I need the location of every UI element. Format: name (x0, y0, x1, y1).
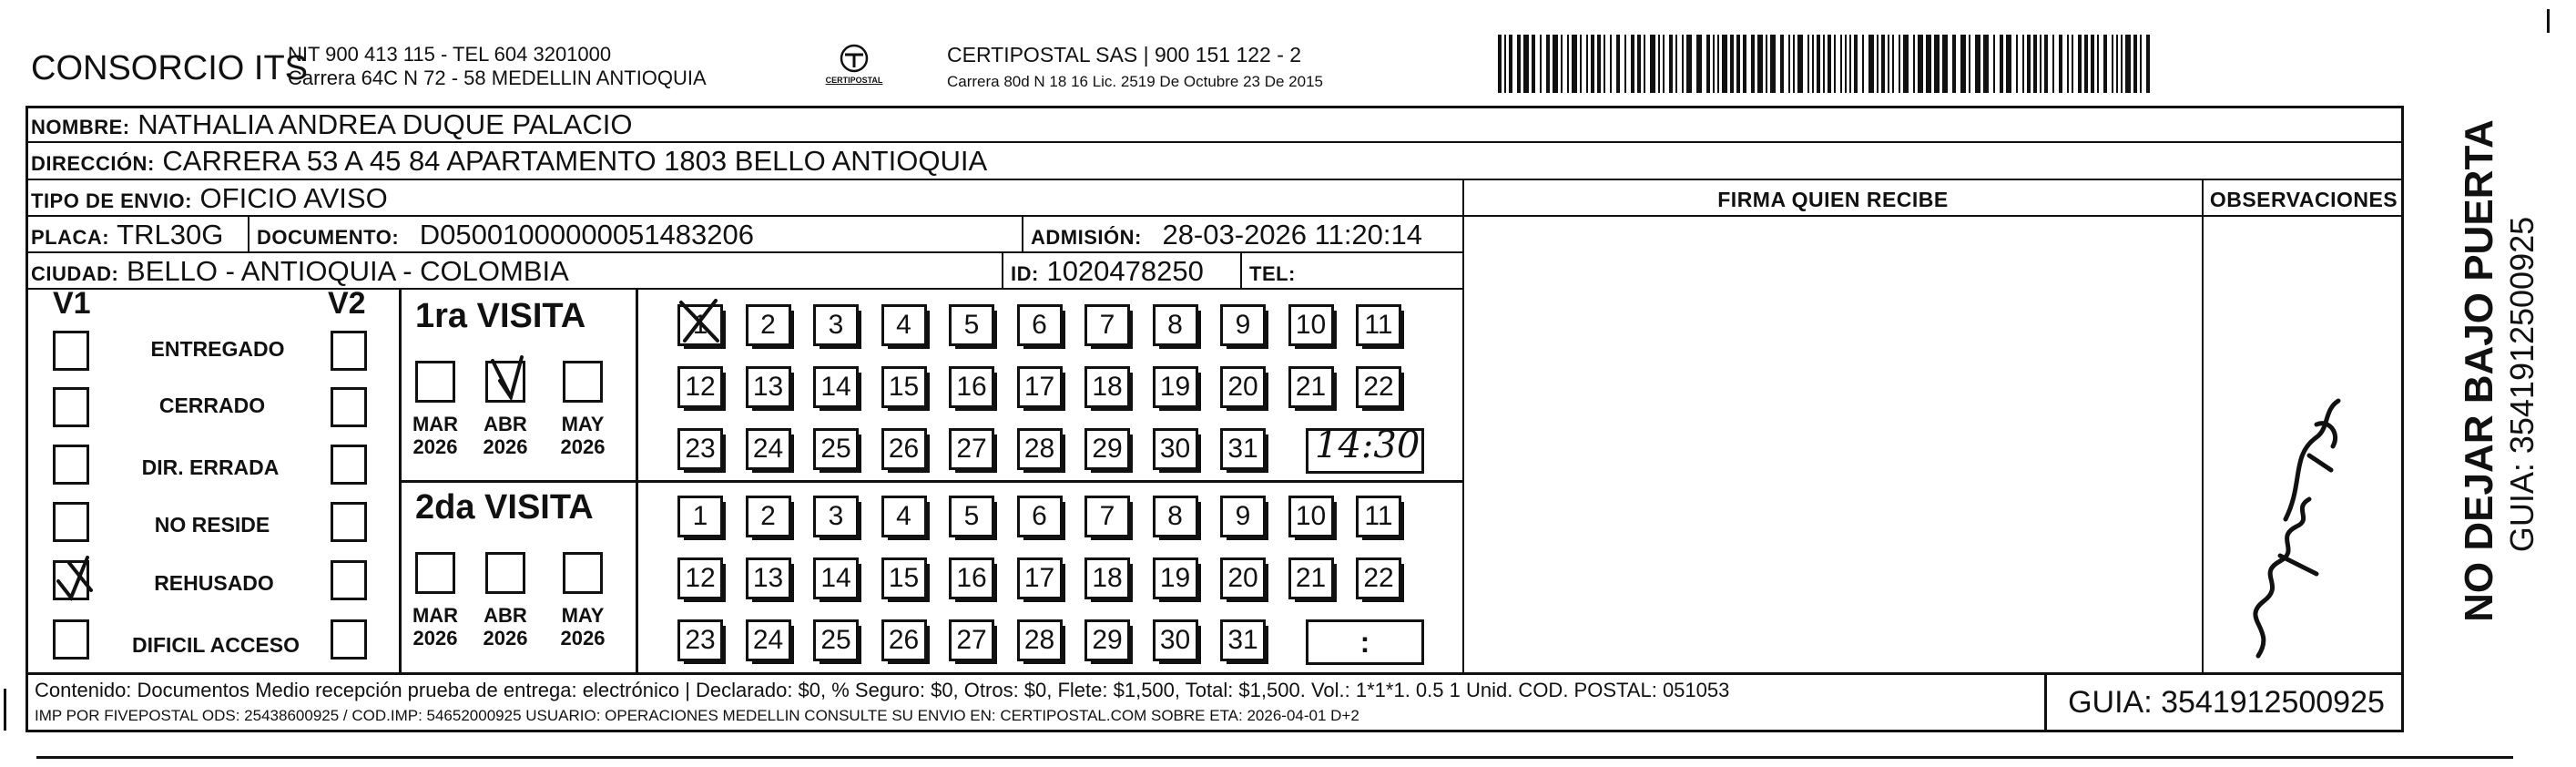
visit1-day-18[interactable]: 18 (1084, 366, 1130, 408)
v1-cerrado-checkbox[interactable] (53, 387, 89, 427)
company-nit: NIT 900 413 115 - TEL 604 3201000 (288, 43, 612, 66)
barcode-bar (2059, 35, 2062, 93)
direccion-value: CARRERA 53 A 45 84 APARTAMENTO 1803 BELLO ANTIOQUIA (162, 145, 988, 177)
visit1-day-17[interactable]: 17 (1017, 366, 1063, 408)
visit2-day-13[interactable]: 13 (746, 557, 791, 599)
visit1-day-29[interactable]: 29 (1084, 428, 1130, 470)
visit2-time-box[interactable] (1306, 619, 1424, 665)
barcode-bar (1717, 35, 1719, 93)
v1-dir-errada-checkbox[interactable] (53, 445, 89, 485)
barcode-bar (1586, 35, 1588, 93)
visit1-mar-month: MAR (412, 413, 459, 435)
barcode-bar (1597, 35, 1601, 93)
visit2-day-19[interactable]: 19 (1153, 557, 1198, 599)
barcode-bar (1644, 35, 1645, 93)
visit2-day-16[interactable]: 16 (949, 557, 994, 599)
barcode-bar (1817, 35, 1820, 93)
visit1-abr-checkbox[interactable] (485, 361, 525, 403)
barcode-bar (1751, 35, 1755, 93)
visit1-time-box[interactable] (1306, 428, 1424, 474)
visit2-day-7[interactable]: 7 (1084, 496, 1130, 537)
barcode-bar (1797, 35, 1803, 93)
visit1-abr-month: ABR (484, 413, 527, 435)
visit2-day-24[interactable]: 24 (746, 619, 791, 661)
visit1-may-month: MAY (561, 413, 605, 435)
barcode-bar (1509, 35, 1512, 93)
visit2-abr-year: 2026 (483, 627, 528, 650)
firma-header: FIRMA QUIEN RECIBE (1717, 188, 1949, 211)
visit2-mar-month: MAR (412, 604, 459, 627)
visit2-may-month: MAY (561, 604, 605, 627)
nombre-label: NOMBRE: (31, 116, 130, 138)
visit2-day-23[interactable]: 23 (677, 619, 723, 661)
barcode-bar (1504, 35, 1506, 93)
barcode-bar (1757, 35, 1763, 93)
visit1-day-15[interactable]: 15 (881, 366, 927, 408)
visit1-day-25[interactable]: 25 (813, 428, 859, 470)
option-dir-errada: DIR. ERRADA (141, 455, 280, 479)
certipostal-logo (821, 42, 887, 91)
placa-label: PLACA: (31, 226, 110, 249)
company-address: Carrera 64C N 72 - 58 MEDELLIN ANTIOQUIA (288, 66, 707, 89)
visit2-day-25[interactable]: 25 (813, 619, 859, 661)
barcode-bar (2140, 35, 2142, 93)
barcode-bar (1624, 35, 1626, 93)
barcode-bar (1658, 35, 1660, 93)
visit2-day-8[interactable]: 8 (1153, 496, 1198, 537)
handwritten-time: 14:30 (1315, 424, 1420, 466)
visit2-day-26[interactable]: 26 (881, 619, 927, 661)
barcode-bar (2112, 35, 2113, 93)
barcode-bar (2121, 35, 2123, 93)
visit2-day-30[interactable]: 30 (1153, 619, 1198, 661)
visit1-mar-checkbox[interactable] (415, 361, 455, 403)
visit2-may-label (555, 604, 610, 650)
tel-label: TEL: (1249, 262, 1296, 285)
barcode-bar (2000, 35, 2003, 93)
barcode-bar (1604, 35, 1605, 93)
barcode-bar (1888, 35, 1889, 93)
logo-text: CERTIPOSTAL (825, 76, 883, 85)
barcode-bar (1766, 35, 1767, 93)
barcode-bar (1561, 35, 1563, 93)
barcode-bar (2133, 35, 2137, 93)
barcode-bar (2052, 35, 2054, 93)
visit2-may-year: 2026 (560, 627, 606, 650)
visit1-day-16[interactable]: 16 (949, 366, 994, 408)
footer-guia: GUIA: 3541912500925 (2068, 685, 2385, 720)
visit2-day-18[interactable]: 18 (1084, 557, 1130, 599)
visit2-day-5[interactable]: 5 (949, 496, 994, 537)
documento-label: DOCUMENTO: (257, 226, 400, 249)
barcode-bar (2097, 35, 2099, 93)
visit1-day-9[interactable]: 9 (1220, 304, 1266, 346)
visit2-mar-checkbox[interactable] (415, 552, 455, 594)
barcode-bar (1868, 35, 1874, 93)
visit2-day-15[interactable]: 15 (881, 557, 927, 599)
visit2-day-4[interactable]: 4 (881, 496, 927, 537)
barcode-bar (1942, 35, 1948, 93)
observaciones-header: OBSERVACIONES (2209, 188, 2398, 211)
barcode-bar (1969, 35, 1970, 93)
barcode-bar (1975, 35, 1980, 93)
barcode-bar (2091, 35, 2094, 93)
barcode-bar (1913, 35, 1915, 93)
visit2-may-checkbox[interactable] (563, 552, 603, 594)
barcode-bar (1877, 35, 1879, 93)
visit2-abr-checkbox[interactable] (485, 552, 525, 594)
barcode-bar (1722, 35, 1727, 93)
barcode-bar (2040, 35, 2041, 93)
direccion-label: DIRECCIÓN: (31, 152, 155, 175)
tel-cell (1249, 257, 1296, 285)
ciudad-value: BELLO - ANTIOQUIA - COLOMBIA (127, 255, 569, 287)
option-cerrado: CERRADO (158, 394, 266, 417)
visit1-mar-year: 2026 (412, 435, 458, 459)
visit1-day-3[interactable]: 3 (813, 304, 859, 346)
barcode-bar (1650, 35, 1655, 93)
barcode-bar (1553, 35, 1558, 93)
placa-cell (31, 220, 223, 249)
barcode-bar (1743, 35, 1746, 93)
barcode-bar (2022, 35, 2024, 93)
id-label: ID: (1011, 262, 1039, 285)
barcode-bar (1834, 35, 1836, 93)
visit1-day-6[interactable]: 6 (1017, 304, 1063, 346)
barcode-bar (2084, 35, 2088, 93)
barcode-bar (1523, 35, 1529, 93)
barcode-bar (1793, 35, 1795, 93)
placa-value: TRL30G (117, 219, 224, 251)
visit2-day-11[interactable]: 11 (1356, 496, 1401, 537)
barcode-bar (1686, 35, 1692, 93)
id-value: 1020478250 (1046, 255, 1204, 287)
visit1-day-7[interactable]: 7 (1084, 304, 1130, 346)
barcode-bar (1960, 35, 1966, 93)
barcode-bar (1903, 35, 1909, 93)
barcode-bar (2006, 35, 2011, 93)
v2-dificil-acceso-checkbox[interactable] (331, 619, 367, 660)
barcode-bar (1780, 35, 1784, 93)
nombre-row (31, 110, 632, 138)
visit2-mar-label (408, 604, 463, 650)
option-entregado: ENTREGADO (150, 337, 285, 361)
visit1-day-23[interactable]: 23 (677, 428, 723, 470)
visit1-may-year: 2026 (560, 435, 606, 459)
visit2-day-17[interactable]: 17 (1017, 557, 1063, 599)
barcode-bar (2033, 35, 2037, 93)
footer-imp: IMP POR FIVEPOSTAL ODS: 25438600925 / COD.IMP: 54652000925 USUARIO: OPERACIONES MEDELLIN CONSULTE SU ENVIO EN: CERTIPOSTAL.COM SOBRE ETA: 2026-04-01 D+2 (35, 707, 1359, 724)
nombre-value: NATHALIA ANDREA DUQUE PALACIO (137, 108, 633, 140)
barcode-bar (1675, 35, 1677, 93)
barcode-bar (2116, 35, 2118, 93)
barcode-bar (1546, 35, 1550, 93)
courier-address: Carrera 80d N 18 16 Lic. 2519 De Octubre 23 De 2015 (947, 73, 1323, 90)
barcode-bar (1952, 35, 1956, 93)
barcode-bar (1807, 35, 1809, 93)
barcode-bar (1899, 35, 1900, 93)
v2-no-reside-checkbox[interactable] (331, 502, 367, 542)
visit2-day-10[interactable]: 10 (1288, 496, 1334, 537)
no-dejar-bajo-puerta: NO DEJAR BAJO PUERTA (2457, 119, 2501, 622)
visit2-day-9[interactable]: 9 (1220, 496, 1266, 537)
barcode-bar (1669, 35, 1673, 93)
v2-header: V2 (328, 286, 366, 321)
admision-value: 28-03-2026 11:20:14 (1162, 219, 1423, 251)
visit1-day-30[interactable]: 30 (1153, 428, 1198, 470)
visit1-may-checkbox[interactable] (563, 361, 603, 403)
admision-cell (1031, 220, 1422, 249)
barcode-bar (1696, 35, 1702, 93)
visit2-day-20[interactable]: 20 (1220, 557, 1266, 599)
barcode-bar (2103, 35, 2107, 93)
visit1-day-5[interactable]: 5 (949, 304, 994, 346)
barcode-bar (1517, 35, 1521, 93)
barcode (1498, 35, 2153, 98)
barcode-bar (1631, 35, 1634, 93)
barcode-bar (1770, 35, 1776, 93)
barcode-bar (1823, 35, 1825, 93)
barcode-bar (1812, 35, 1814, 93)
v1-dificil-acceso-checkbox[interactable] (53, 619, 89, 660)
visit1-mar-label (408, 413, 463, 459)
barcode-bar (1572, 35, 1577, 93)
visit2-day-31[interactable]: 31 (1220, 619, 1266, 661)
barcode-bar (1730, 35, 1734, 93)
left-edge-mark (4, 689, 6, 731)
courier-name: CERTIPOSTAL SAS | 900 151 122 - 2 (947, 43, 1302, 66)
barcode-bar (1713, 35, 1715, 93)
visit2-day-1[interactable]: 1 (677, 496, 723, 537)
visit2-day-12[interactable]: 12 (677, 557, 723, 599)
v2-rehusado-checkbox[interactable] (331, 560, 367, 600)
tipo-row (31, 184, 388, 212)
barcode-bar (1854, 35, 1858, 93)
visit2-day-27[interactable]: 27 (949, 619, 994, 661)
barcode-bar (1840, 35, 1842, 93)
visit1-day-28[interactable]: 28 (1017, 428, 1063, 470)
barcode-bar (1849, 35, 1851, 93)
edge-mark (2547, 9, 2550, 33)
v1-header: V1 (53, 286, 91, 321)
barcode-bar (1845, 35, 1847, 93)
barcode-bar (1993, 35, 1995, 93)
barcode-bar (1892, 35, 1894, 93)
visit2-day-14[interactable]: 14 (813, 557, 859, 599)
barcode-bar (1706, 35, 1710, 93)
barcode-bar (1926, 35, 1931, 93)
visit1-day-20[interactable]: 20 (1220, 366, 1266, 408)
visit2-abr-month: ABR (484, 604, 527, 627)
v2-entregado-checkbox[interactable] (331, 331, 367, 371)
visit1-day-22[interactable]: 22 (1356, 366, 1401, 408)
barcode-bar (2044, 35, 2048, 93)
ciudad-label: CIUDAD: (31, 262, 119, 285)
barcode-bar (2125, 35, 2131, 93)
admision-label: ADMISIÓN: (1031, 226, 1142, 249)
barcode-bar (1616, 35, 1620, 93)
visit2-day-6[interactable]: 6 (1017, 496, 1063, 537)
visit1-day-2[interactable]: 2 (746, 304, 791, 346)
barcode-bar (1637, 35, 1641, 93)
barcode-bar (2027, 35, 2031, 93)
v2-cerrado-checkbox[interactable] (331, 387, 367, 427)
visit2-day-29[interactable]: 29 (1084, 619, 1130, 661)
v2-dir-errada-checkbox[interactable] (331, 445, 367, 485)
tipo-label: TIPO DE ENVIO: (31, 189, 192, 212)
barcode-bar (1682, 35, 1684, 93)
direccion-row (31, 147, 987, 175)
visit1-may-label (555, 413, 610, 459)
footer-contenido: Contenido: Documentos Medio recepción prueba de entrega: electrónico | Declarado: $0, % Seguro: $0, Otros: $0, Flete: $1,500, Total: $1,500. Vol.: 1*1*1. 0.5 1 Unid. COD. POSTAL: 051053 (35, 679, 1730, 701)
barcode-bar (1862, 35, 1864, 93)
visit1-day-4[interactable]: 4 (881, 304, 927, 346)
visit1-day-12[interactable]: 12 (677, 366, 723, 408)
visit1-day-31[interactable]: 31 (1220, 428, 1266, 470)
option-no-reside: NO RESIDE (154, 513, 270, 537)
visit1-day-11[interactable]: 11 (1356, 304, 1401, 346)
visit1-day-19[interactable]: 19 (1153, 366, 1198, 408)
visit1-day-27[interactable]: 27 (949, 428, 994, 470)
visit2-day-22[interactable]: 22 (1356, 557, 1401, 599)
barcode-bar (1934, 35, 1940, 93)
v1-entregado-checkbox[interactable] (53, 331, 89, 371)
bottom-edge-line (36, 756, 2513, 759)
barcode-bar (2072, 35, 2073, 93)
visit1-day-1[interactable]: 1 (677, 304, 723, 346)
visit2-day-3[interactable]: 3 (813, 496, 859, 537)
ciudad-cell (31, 257, 569, 285)
visit1-abr-year: 2026 (483, 435, 528, 459)
barcode-bar (1591, 35, 1594, 93)
visit1-day-24[interactable]: 24 (746, 428, 791, 470)
visit2-time: : (1359, 625, 1370, 659)
barcode-bar (1580, 35, 1582, 93)
tipo-value: OFICIO AVISO (199, 182, 388, 214)
visit2-abr-label (478, 604, 533, 650)
visit2-day-21[interactable]: 21 (1288, 557, 1334, 599)
visit1-day-26[interactable]: 26 (881, 428, 927, 470)
visit1-abr-label (478, 413, 533, 459)
barcode-bar (1788, 35, 1790, 93)
company-name: CONSORCIO ITS (31, 49, 309, 87)
barcode-bar (1567, 35, 1569, 93)
visit2-day-2[interactable]: 2 (746, 496, 791, 537)
barcode-bar (2016, 35, 2018, 93)
side-guia: GUIA: 3541912500925 (2503, 216, 2540, 553)
visit2-title: 2da VISITA (415, 488, 594, 527)
option-rehusado: REHUSADO (154, 571, 274, 595)
visit1-day-21[interactable]: 21 (1288, 366, 1334, 408)
barcode-bar (1881, 35, 1885, 93)
visit2-mar-year: 2026 (412, 627, 458, 650)
visit1-day-10[interactable]: 10 (1288, 304, 1334, 346)
barcode-bar (1983, 35, 1989, 93)
side-panel (2413, 119, 2540, 647)
barcode-bar (1498, 35, 1502, 93)
visit1-day-8[interactable]: 8 (1153, 304, 1198, 346)
barcode-bar (1663, 35, 1665, 93)
barcode-bar (1736, 35, 1740, 93)
id-cell (1011, 257, 1204, 285)
visit2-day-28[interactable]: 28 (1017, 619, 1063, 661)
visit1-title: 1ra VISITA (415, 297, 586, 335)
documento-value: D05001000000051483206 (419, 219, 754, 251)
v1-no-reside-checkbox[interactable] (53, 502, 89, 542)
option-dificil-acceso: DIFICIL ACCESO (131, 633, 300, 657)
barcode-bar (1532, 35, 1535, 93)
barcode-bar (1540, 35, 1542, 93)
barcode-bar (1610, 35, 1612, 93)
v1-rehusado-checkbox[interactable] (53, 560, 89, 600)
barcode-bar (1918, 35, 1923, 93)
documento-cell (257, 220, 754, 249)
visit1-day-14[interactable]: 14 (813, 366, 859, 408)
visit1-day-13[interactable]: 13 (746, 366, 791, 408)
barcode-bar (2067, 35, 2069, 93)
barcode-bar (1828, 35, 1831, 93)
barcode-bar (2078, 35, 2082, 93)
barcode-bar (2146, 35, 2150, 93)
